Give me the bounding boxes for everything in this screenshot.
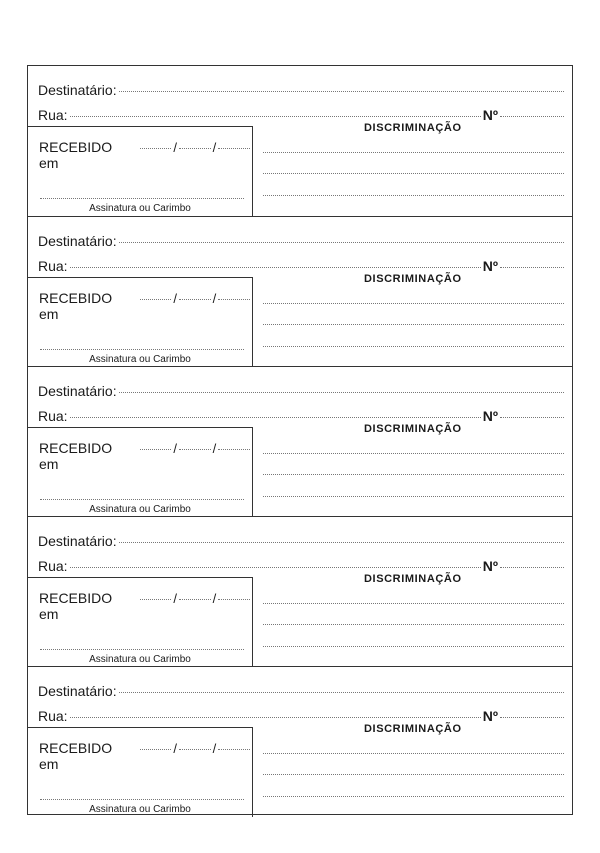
discriminacao-line[interactable]	[263, 603, 564, 604]
discriminacao-line[interactable]	[263, 303, 564, 304]
rua-field[interactable]	[70, 417, 481, 418]
recebido-box	[28, 577, 253, 667]
date-separator: /	[212, 140, 217, 155]
signature-caption: Assinatura ou Carimbo	[89, 203, 191, 214]
rua-field[interactable]	[70, 567, 481, 568]
destinatario-field[interactable]	[119, 692, 564, 693]
destinatario-field[interactable]	[119, 91, 564, 92]
day-field[interactable]	[140, 299, 172, 300]
rua-row	[38, 258, 564, 274]
numero-label: Nº	[482, 107, 498, 123]
numero-label: Nº	[482, 708, 498, 724]
discriminacao-line[interactable]	[263, 774, 564, 775]
year-field[interactable]	[218, 148, 250, 149]
rua-label: Rua:	[38, 258, 68, 274]
destinatario-field[interactable]	[119, 542, 564, 543]
discriminacao-line[interactable]	[263, 496, 564, 497]
numero-field[interactable]	[500, 567, 564, 568]
month-field[interactable]	[179, 148, 211, 149]
destinatario-label: Destinatário:	[38, 683, 117, 699]
recebido-line	[39, 139, 252, 171]
rua-row	[38, 107, 564, 123]
destinatario-row	[38, 233, 564, 249]
date-separator: /	[212, 741, 217, 756]
rua-row	[38, 408, 564, 424]
receipt-slip	[28, 366, 572, 516]
discriminacao-line[interactable]	[263, 173, 564, 174]
day-field[interactable]	[140, 148, 172, 149]
recebido-line	[39, 740, 252, 772]
rua-field[interactable]	[70, 267, 481, 268]
discriminacao-line[interactable]	[263, 624, 564, 625]
destinatario-label: Destinatário:	[38, 233, 117, 249]
receipt-slip	[28, 516, 572, 666]
year-field[interactable]	[218, 299, 250, 300]
year-field[interactable]	[218, 749, 250, 750]
recebido-label: RECEBIDO em	[39, 440, 113, 472]
numero-field[interactable]	[500, 417, 564, 418]
receipt-slip	[28, 66, 572, 216]
month-field[interactable]	[179, 749, 211, 750]
discriminacao-line[interactable]	[263, 646, 564, 647]
recebido-label: RECEBIDO em	[39, 740, 113, 772]
date-separator: /	[173, 441, 177, 456]
discriminacao-line[interactable]	[263, 474, 564, 475]
date-separator: /	[173, 140, 177, 155]
month-field[interactable]	[179, 449, 211, 450]
discriminacao-label: DISCRIMINAÇÃO	[364, 423, 462, 435]
signature-caption: Assinatura ou Carimbo	[89, 504, 191, 515]
signature-field[interactable]	[40, 349, 244, 350]
discriminacao-line[interactable]	[263, 796, 564, 797]
discriminacao-line[interactable]	[263, 753, 564, 754]
discriminacao-label: DISCRIMINAÇÃO	[364, 723, 462, 735]
rua-row	[38, 708, 564, 724]
discriminacao-label: DISCRIMINAÇÃO	[364, 273, 462, 285]
discriminacao-line[interactable]	[263, 152, 564, 153]
date-separator: /	[173, 291, 177, 306]
date-separator: /	[212, 441, 217, 456]
recebido-box	[28, 126, 253, 216]
rua-field[interactable]	[70, 116, 481, 117]
day-field[interactable]	[140, 449, 172, 450]
recebido-label: RECEBIDO em	[39, 290, 113, 322]
date-separator: /	[173, 741, 177, 756]
numero-field[interactable]	[500, 267, 564, 268]
signature-field[interactable]	[40, 499, 244, 500]
year-field[interactable]	[218, 599, 250, 600]
date-separator: /	[173, 591, 177, 606]
signature-caption: Assinatura ou Carimbo	[89, 354, 191, 365]
recebido-box	[28, 727, 253, 817]
receipt-sheet	[27, 65, 573, 815]
date-separator: /	[212, 591, 217, 606]
numero-label: Nº	[482, 558, 498, 574]
recebido-box	[28, 427, 253, 517]
receipt-slip	[28, 216, 572, 366]
discriminacao-line[interactable]	[263, 195, 564, 196]
day-field[interactable]	[140, 599, 172, 600]
month-field[interactable]	[179, 599, 211, 600]
recebido-line	[39, 590, 252, 622]
destinatario-row	[38, 383, 564, 399]
recebido-line	[39, 440, 252, 472]
receipt-slip	[28, 666, 572, 816]
destinatario-label: Destinatário:	[38, 82, 117, 98]
numero-label: Nº	[482, 258, 498, 274]
discriminacao-line[interactable]	[263, 346, 564, 347]
rua-row	[38, 558, 564, 574]
month-field[interactable]	[179, 299, 211, 300]
numero-label: Nº	[482, 408, 498, 424]
destinatario-field[interactable]	[119, 392, 564, 393]
rua-label: Rua:	[38, 708, 68, 724]
date-separator: /	[212, 291, 217, 306]
numero-field[interactable]	[500, 116, 564, 117]
recebido-label: RECEBIDO em	[39, 139, 113, 171]
rua-field[interactable]	[70, 717, 481, 718]
recebido-label: RECEBIDO em	[39, 590, 113, 622]
recebido-line	[39, 290, 252, 322]
signature-field[interactable]	[40, 198, 244, 199]
destinatario-field[interactable]	[119, 242, 564, 243]
signature-field[interactable]	[40, 799, 244, 800]
signature-caption: Assinatura ou Carimbo	[89, 654, 191, 665]
rua-label: Rua:	[38, 408, 68, 424]
discriminacao-line[interactable]	[263, 324, 564, 325]
recebido-box	[28, 277, 253, 367]
destinatario-row	[38, 683, 564, 699]
destinatario-row	[38, 82, 564, 98]
discriminacao-label: DISCRIMINAÇÃO	[364, 573, 462, 585]
signature-field[interactable]	[40, 649, 244, 650]
day-field[interactable]	[140, 749, 172, 750]
rua-label: Rua:	[38, 558, 68, 574]
rua-label: Rua:	[38, 107, 68, 123]
destinatario-label: Destinatário:	[38, 383, 117, 399]
discriminacao-label: DISCRIMINAÇÃO	[364, 122, 462, 134]
signature-caption: Assinatura ou Carimbo	[89, 804, 191, 815]
year-field[interactable]	[218, 449, 250, 450]
destinatario-label: Destinatário:	[38, 533, 117, 549]
discriminacao-line[interactable]	[263, 453, 564, 454]
numero-field[interactable]	[500, 717, 564, 718]
destinatario-row	[38, 533, 564, 549]
